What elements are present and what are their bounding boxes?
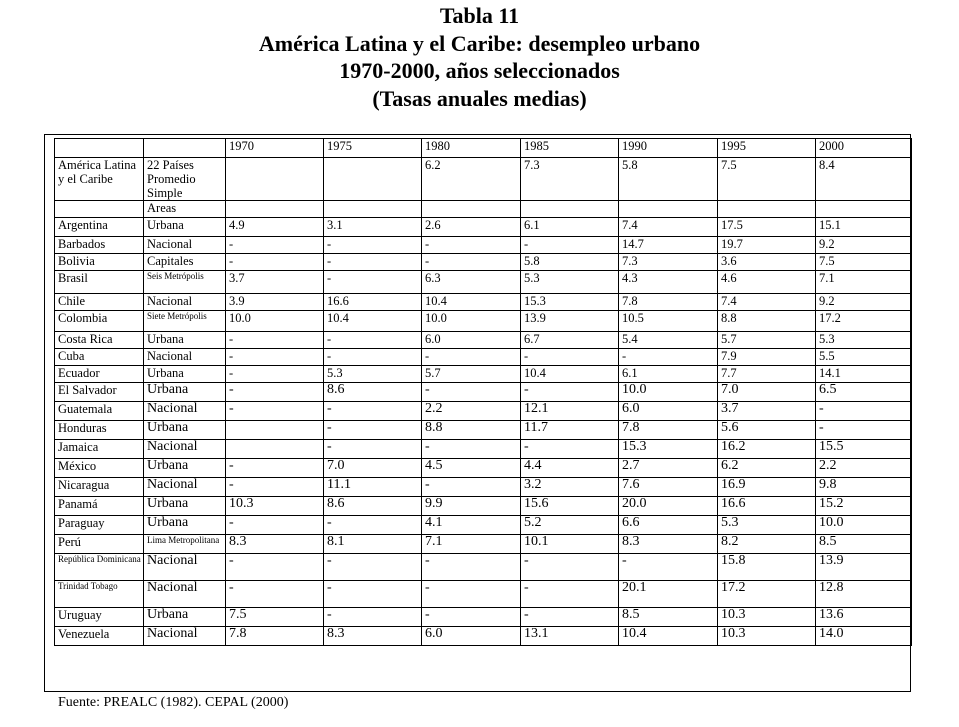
country-cell: República Dominicana	[55, 554, 144, 581]
value-cell: -	[324, 254, 422, 271]
header-country-cell	[55, 139, 144, 158]
table-row	[55, 158, 912, 201]
value-cell: 10.5	[619, 311, 718, 332]
value-cell: 5.4	[619, 332, 718, 349]
year-header: 1975	[324, 139, 422, 158]
value-cell: 6.1	[619, 366, 718, 383]
value-cell: 8.8	[422, 421, 521, 440]
source-note: Fuente: PREALC (1982). CEPAL (2000)	[58, 695, 289, 710]
value-cell: 7.3	[619, 254, 718, 271]
value-cell: -	[324, 554, 422, 581]
country-cell: Nicaragua	[55, 478, 144, 497]
value-cell: -	[324, 349, 422, 366]
value-cell: 6.7	[521, 332, 619, 349]
value-cell	[226, 201, 324, 218]
table-row	[55, 349, 912, 366]
value-cell: 7.8	[619, 421, 718, 440]
value-cell: 10.0	[619, 383, 718, 402]
table-row	[55, 218, 912, 237]
areas-label-row	[55, 201, 912, 218]
value-cell: -	[619, 554, 718, 581]
area-cell: Nacional	[144, 294, 226, 311]
value-cell: -	[422, 254, 521, 271]
value-cell: 7.9	[718, 349, 816, 366]
value-cell	[619, 201, 718, 218]
value-cell: -	[324, 421, 422, 440]
value-cell: 7.5	[816, 254, 912, 271]
value-cell	[422, 201, 521, 218]
country-cell: El Salvador	[55, 383, 144, 402]
table-row	[55, 581, 912, 608]
value-cell: 7.7	[718, 366, 816, 383]
area-cell: Nacional	[144, 554, 226, 581]
table-row	[55, 516, 912, 535]
value-cell: 10.1	[521, 535, 619, 554]
area-cell: Nacional	[144, 440, 226, 459]
area-cell: Urbana	[144, 459, 226, 478]
value-cell: 5.3	[324, 366, 422, 383]
table-row	[55, 366, 912, 383]
table-row	[55, 311, 912, 332]
table-subtitle-unit: (Tasas anuales medias)	[372, 86, 587, 111]
value-cell	[816, 201, 912, 218]
value-cell: -	[521, 440, 619, 459]
value-cell: 2.2	[422, 402, 521, 421]
value-cell: -	[324, 516, 422, 535]
area-cell: Siete Metrópolis	[144, 311, 226, 332]
value-cell	[521, 201, 619, 218]
year-header: 1970	[226, 139, 324, 158]
country-cell: Bolivia	[55, 254, 144, 271]
value-cell: 5.6	[718, 421, 816, 440]
year-header: 1980	[422, 139, 521, 158]
table-row	[55, 459, 912, 478]
value-cell: -	[422, 478, 521, 497]
value-cell: 16.2	[718, 440, 816, 459]
value-cell: 16.9	[718, 478, 816, 497]
value-cell: 16.6	[324, 294, 422, 311]
value-cell: 5.3	[816, 332, 912, 349]
area-cell: Urbana	[144, 421, 226, 440]
value-cell: 8.5	[816, 535, 912, 554]
value-cell	[226, 421, 324, 440]
value-cell: 10.3	[718, 627, 816, 646]
value-cell: 20.0	[619, 497, 718, 516]
value-cell: -	[422, 608, 521, 627]
value-cell: 9.2	[816, 294, 912, 311]
area-cell: Nacional	[144, 478, 226, 497]
value-cell: -	[226, 581, 324, 608]
value-cell: 10.4	[422, 294, 521, 311]
value-cell	[226, 440, 324, 459]
value-cell: 8.5	[619, 608, 718, 627]
value-cell: -	[521, 554, 619, 581]
country-cell	[55, 201, 144, 218]
value-cell: -	[521, 608, 619, 627]
value-cell: 6.5	[816, 383, 912, 402]
area-cell: Nacional	[144, 581, 226, 608]
value-cell: 8.2	[718, 535, 816, 554]
value-cell: 2.2	[816, 459, 912, 478]
area-cell: Nacional	[144, 349, 226, 366]
year-header: 1995	[718, 139, 816, 158]
value-cell: 6.1	[521, 218, 619, 237]
value-cell: 3.7	[226, 271, 324, 294]
value-cell	[324, 201, 422, 218]
value-cell: 4.6	[718, 271, 816, 294]
country-cell: Uruguay	[55, 608, 144, 627]
value-cell: 5.5	[816, 349, 912, 366]
value-cell: 8.8	[718, 311, 816, 332]
country-cell: Brasil	[55, 271, 144, 294]
header-row	[55, 139, 912, 158]
table-row	[55, 535, 912, 554]
value-cell: 5.8	[521, 254, 619, 271]
country-cell: Honduras	[55, 421, 144, 440]
country-cell: Ecuador	[55, 366, 144, 383]
value-cell: -	[422, 440, 521, 459]
value-cell: -	[816, 421, 912, 440]
unemployment-table	[54, 138, 912, 646]
table-row	[55, 332, 912, 349]
country-cell: Paraguay	[55, 516, 144, 535]
value-cell: 7.0	[718, 383, 816, 402]
value-cell: 12.8	[816, 581, 912, 608]
value-cell: 3.9	[226, 294, 324, 311]
value-cell: 13.9	[816, 554, 912, 581]
header-area-cell	[144, 139, 226, 158]
value-cell: 4.9	[226, 218, 324, 237]
table-subtitle-region: América Latina y el Caribe: desempleo urbano	[258, 31, 701, 56]
table-row	[55, 383, 912, 402]
value-cell: 17.2	[718, 581, 816, 608]
value-cell: 14.1	[816, 366, 912, 383]
area-cell: Urbana	[144, 516, 226, 535]
value-cell: -	[422, 581, 521, 608]
area-cell: Urbana	[144, 366, 226, 383]
country-cell: Guatemala	[55, 402, 144, 421]
value-cell: 20.1	[619, 581, 718, 608]
value-cell: -	[226, 459, 324, 478]
value-cell: 2.6	[422, 218, 521, 237]
area-cell: Urbana	[144, 497, 226, 516]
table-row	[55, 294, 912, 311]
table-row	[55, 237, 912, 254]
area-cell: Lima Metropolitana	[144, 535, 226, 554]
value-cell: 6.0	[619, 402, 718, 421]
value-cell: -	[324, 440, 422, 459]
country-cell: Jamaica	[55, 440, 144, 459]
country-cell: Barbados	[55, 237, 144, 254]
area-cell: Nacional	[144, 627, 226, 646]
table-subtitle-period: 1970-2000, años seleccionados	[339, 58, 620, 83]
value-cell: 6.3	[422, 271, 521, 294]
value-cell: 15.5	[816, 440, 912, 459]
year-header: 1990	[619, 139, 718, 158]
area-cell: Seis Metrópolis	[144, 271, 226, 294]
value-cell: -	[324, 237, 422, 254]
value-cell: 6.2	[718, 459, 816, 478]
value-cell: -	[521, 383, 619, 402]
value-cell: 7.8	[619, 294, 718, 311]
value-cell: -	[619, 349, 718, 366]
value-cell: -	[422, 554, 521, 581]
areas-label: Areas	[144, 201, 226, 218]
value-cell: 19.7	[718, 237, 816, 254]
value-cell: 7.8	[226, 627, 324, 646]
value-cell: 7.4	[718, 294, 816, 311]
value-cell: 10.0	[226, 311, 324, 332]
value-cell: 15.6	[521, 497, 619, 516]
value-cell: 15.2	[816, 497, 912, 516]
value-cell: -	[226, 237, 324, 254]
value-cell	[718, 201, 816, 218]
country-cell: Trinidad Tobago	[55, 581, 144, 608]
table-title: Tabla 11	[439, 3, 520, 28]
value-cell: 15.1	[816, 218, 912, 237]
value-cell: -	[324, 332, 422, 349]
value-cell: 10.3	[226, 497, 324, 516]
value-cell: 3.7	[718, 402, 816, 421]
value-cell: -	[226, 349, 324, 366]
area-cell: 22 Países Promedio Simple	[144, 158, 226, 201]
value-cell: -	[324, 581, 422, 608]
value-cell: 3.1	[324, 218, 422, 237]
value-cell: 10.4	[619, 627, 718, 646]
value-cell: 8.3	[619, 535, 718, 554]
value-cell: 11.7	[521, 421, 619, 440]
country-cell: Venezuela	[55, 627, 144, 646]
value-cell: 7.5	[226, 608, 324, 627]
value-cell: -	[226, 383, 324, 402]
table-row	[55, 421, 912, 440]
value-cell: 8.3	[226, 535, 324, 554]
value-cell: -	[521, 237, 619, 254]
value-cell: 8.6	[324, 383, 422, 402]
value-cell: 8.4	[816, 158, 912, 201]
value-cell: 6.6	[619, 516, 718, 535]
value-cell: 5.2	[521, 516, 619, 535]
value-cell: 5.8	[619, 158, 718, 201]
value-cell: 10.3	[718, 608, 816, 627]
area-cell: Urbana	[144, 332, 226, 349]
value-cell: 8.3	[324, 627, 422, 646]
area-cell: Urbana	[144, 383, 226, 402]
value-cell: 6.2	[422, 158, 521, 201]
country-cell: México	[55, 459, 144, 478]
country-cell: Chile	[55, 294, 144, 311]
country-cell: América Latina y el Caribe	[55, 158, 144, 201]
country-cell: Costa Rica	[55, 332, 144, 349]
value-cell: 2.7	[619, 459, 718, 478]
value-cell: -	[422, 383, 521, 402]
value-cell: 6.0	[422, 332, 521, 349]
value-cell: 9.9	[422, 497, 521, 516]
country-cell: Panamá	[55, 497, 144, 516]
value-cell: 11.1	[324, 478, 422, 497]
value-cell: 5.3	[521, 271, 619, 294]
table-row	[55, 554, 912, 581]
value-cell: -	[226, 516, 324, 535]
value-cell: 7.1	[422, 535, 521, 554]
value-cell: 15.3	[619, 440, 718, 459]
value-cell: 8.1	[324, 535, 422, 554]
value-cell: 17.5	[718, 218, 816, 237]
value-cell: 9.2	[816, 237, 912, 254]
value-cell: 3.2	[521, 478, 619, 497]
value-cell: 10.4	[521, 366, 619, 383]
value-cell: 4.5	[422, 459, 521, 478]
value-cell: -	[226, 402, 324, 421]
value-cell: -	[422, 349, 521, 366]
value-cell: -	[324, 608, 422, 627]
value-cell: -	[226, 332, 324, 349]
value-cell: 6.0	[422, 627, 521, 646]
value-cell: -	[226, 254, 324, 271]
value-cell	[226, 158, 324, 201]
value-cell: 5.7	[422, 366, 521, 383]
table-row	[55, 497, 912, 516]
value-cell: -	[324, 271, 422, 294]
value-cell: 7.6	[619, 478, 718, 497]
value-cell: 5.7	[718, 332, 816, 349]
value-cell: -	[226, 366, 324, 383]
country-cell: Argentina	[55, 218, 144, 237]
value-cell: 13.1	[521, 627, 619, 646]
table-row	[55, 402, 912, 421]
table-row	[55, 627, 912, 646]
area-cell: Urbana	[144, 218, 226, 237]
area-cell: Capitales	[144, 254, 226, 271]
value-cell: 15.8	[718, 554, 816, 581]
value-cell: 14.0	[816, 627, 912, 646]
area-cell: Urbana	[144, 608, 226, 627]
table-row	[55, 440, 912, 459]
value-cell: 9.8	[816, 478, 912, 497]
value-cell: 5.3	[718, 516, 816, 535]
value-cell: 7.1	[816, 271, 912, 294]
area-cell: Nacional	[144, 237, 226, 254]
value-cell: 10.0	[816, 516, 912, 535]
value-cell: 10.4	[324, 311, 422, 332]
table-row	[55, 478, 912, 497]
value-cell: 10.0	[422, 311, 521, 332]
value-cell: 7.3	[521, 158, 619, 201]
value-cell: 7.5	[718, 158, 816, 201]
value-cell: 4.4	[521, 459, 619, 478]
value-cell	[324, 158, 422, 201]
value-cell: -	[521, 581, 619, 608]
value-cell: 4.3	[619, 271, 718, 294]
value-cell: 12.1	[521, 402, 619, 421]
country-cell: Colombia	[55, 311, 144, 332]
value-cell: -	[324, 402, 422, 421]
table-row	[55, 254, 912, 271]
year-header: 2000	[816, 139, 912, 158]
country-cell: Cuba	[55, 349, 144, 366]
value-cell: 13.6	[816, 608, 912, 627]
table-row	[55, 608, 912, 627]
value-cell: 17.2	[816, 311, 912, 332]
value-cell: -	[521, 349, 619, 366]
value-cell: 16.6	[718, 497, 816, 516]
value-cell: 7.4	[619, 218, 718, 237]
value-cell: -	[422, 237, 521, 254]
table-row	[55, 271, 912, 294]
area-cell: Nacional	[144, 402, 226, 421]
value-cell: 4.1	[422, 516, 521, 535]
value-cell: -	[226, 478, 324, 497]
value-cell: -	[816, 402, 912, 421]
value-cell: 7.0	[324, 459, 422, 478]
value-cell: 8.6	[324, 497, 422, 516]
country-cell: Perú	[55, 535, 144, 554]
value-cell: -	[226, 554, 324, 581]
year-header: 1985	[521, 139, 619, 158]
value-cell: 15.3	[521, 294, 619, 311]
value-cell: 14.7	[619, 237, 718, 254]
value-cell: 13.9	[521, 311, 619, 332]
value-cell: 3.6	[718, 254, 816, 271]
